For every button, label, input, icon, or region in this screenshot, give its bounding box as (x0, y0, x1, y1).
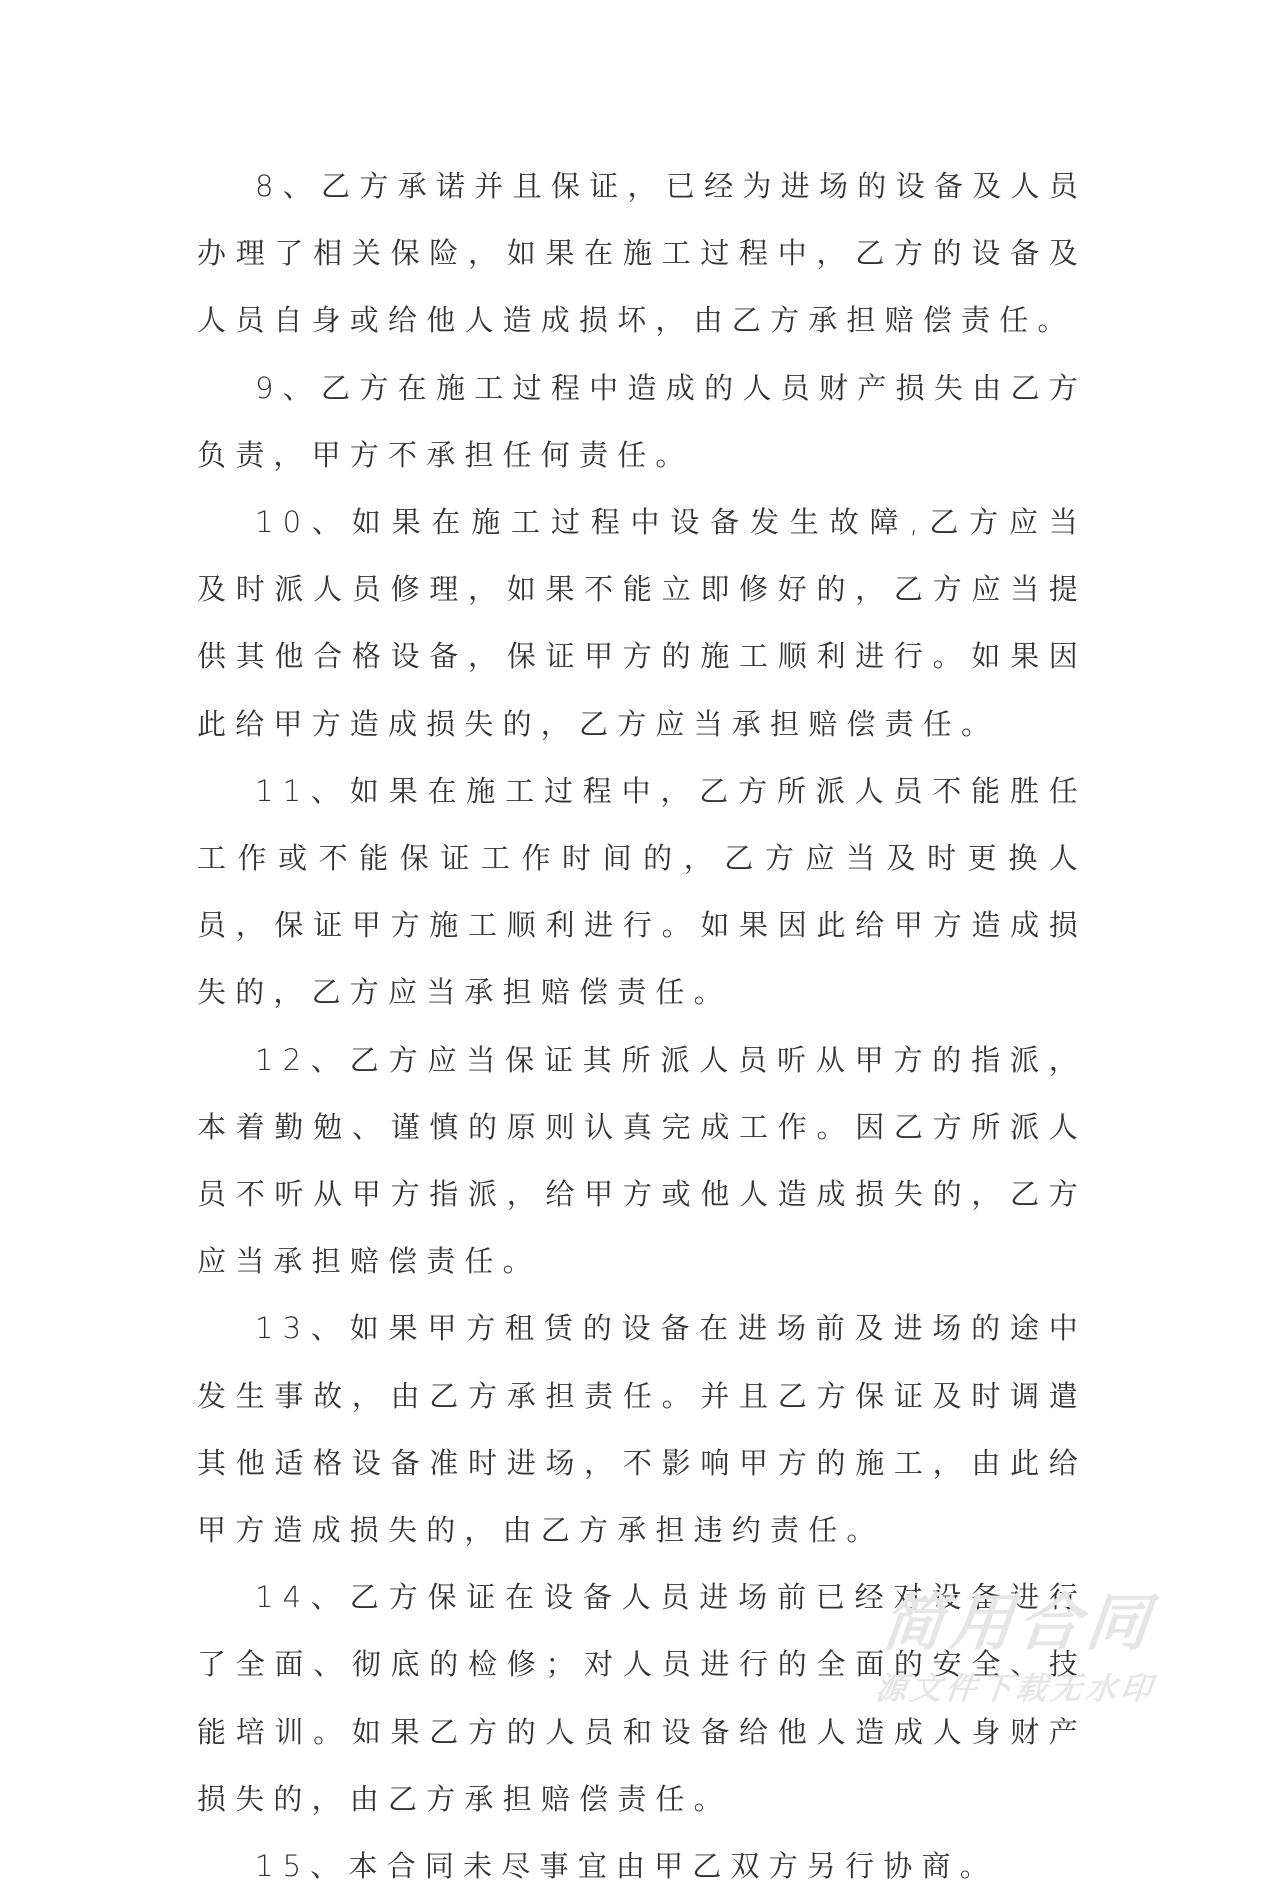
clause-9: 9、乙方在施工过程中造成的人员财产损失由乙方负责，甲方不承担任何责任。 (197, 370, 1087, 472)
clause-15: 15、本合同未尽事宜由甲乙双方另行协商。 (255, 1849, 998, 1884)
clause-11: 11、如果在施工过程中，乙方所派人员不能胜任工作或不能保证工作时间的，乙方应当及时更换人员，保证甲方施工顺利进行。如果因此给甲方造成损失的，乙方应当承担赔偿责任。 (197, 773, 1087, 1010)
clause-14: 14、乙方保证在设备人员进场前已经对设备进行了全面、彻底的检修；对人员进行的全面的安全、技能培训。如果乙方的人员和设备给他人造成人身财产损失的，由乙方承担赔偿责任。 (197, 1580, 1087, 1816)
watermark-title: 简用合同 (878, 1586, 1159, 1659)
watermark-subtitle: 源文件下载无水印 (873, 1671, 1158, 1707)
watermark (874, 1588, 1186, 1706)
clause-12: 12、乙方应当保证其所派人员听从甲方的指派，本着勤勉、谨慎的原则认真完成工作。因乙方所派人员不听从甲方指派，给甲方或他人造成损失的，乙方应当承担赔偿责任。 (197, 1042, 1087, 1279)
clause-10: 10、如果在施工过程中设备发生故障,乙方应当及时派人员修理，如果不能立即修好的，乙方应当提供其他合格设备，保证甲方的施工顺利进行。如果因此给甲方造成损失的，乙方应当承担赔偿责任。 (197, 505, 1087, 741)
clause-8: 8、乙方承诺并且保证，已经为进场的设备及人员办理了相关保险，如果在施工过程中，乙方的设备及人员自身或给他人造成损坏，由乙方承担赔偿责任。 (197, 169, 1087, 338)
clause-13: 13、如果甲方租赁的设备在进场前及进场的途中发生事故，由乙方承担责任。并且乙方保证及时调遣其他适格设备准时进场，不影响甲方的施工，由此给甲方造成损失的，由乙方承担违约责任。 (197, 1311, 1087, 1548)
